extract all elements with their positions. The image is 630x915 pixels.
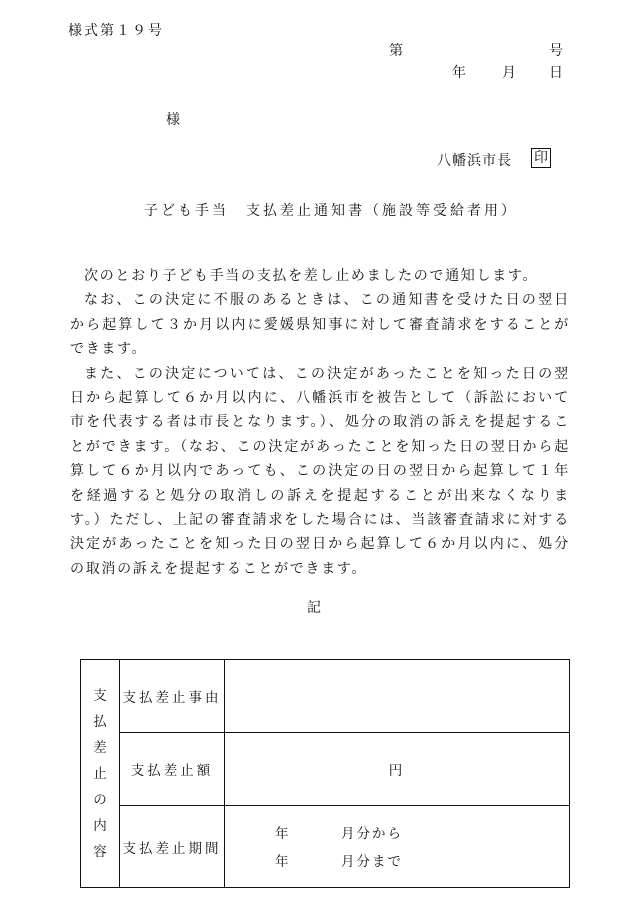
seal-stamp: 印 xyxy=(531,148,551,168)
addressee-honorific: 様 xyxy=(166,112,180,128)
section-label-char: 容 xyxy=(93,843,107,860)
section-label-char: の xyxy=(93,791,107,808)
date-year: 年 xyxy=(452,65,466,81)
amount-unit: 円 xyxy=(388,763,406,779)
period-to-month: 月分まで xyxy=(341,854,403,870)
document-number-prefix: 第 xyxy=(389,43,403,59)
period-from-month: 月分から xyxy=(341,826,403,842)
notice-body xyxy=(70,264,570,581)
ki-heading: 記 xyxy=(307,600,321,616)
section-label-char: 差 xyxy=(93,739,107,756)
amount-label: 支払差止額 xyxy=(120,733,225,806)
period-label: 支払差止期間 xyxy=(120,806,225,888)
date-month: 月 xyxy=(502,65,516,81)
period-to-year: 年 xyxy=(275,854,291,870)
document-number-suffix: 号 xyxy=(549,43,563,59)
suspension-details-table xyxy=(80,659,570,888)
section-label-char: 止 xyxy=(93,765,107,782)
section-label-char: 払 xyxy=(93,713,107,730)
issuer-name: 八幡浜市長 xyxy=(437,153,512,169)
amount-value xyxy=(225,733,570,806)
section-label-char: 支 xyxy=(93,687,107,704)
body-paragraph: なお、この決定に不服のあるときは、この通知書を受けた日の翌日から起算して３か月以内に愛媛県知事に対して審査請求をすることができます。 xyxy=(70,292,570,358)
document-title: 子ども手当 支払差止通知書（施設等受給者用） xyxy=(144,203,518,219)
period-value xyxy=(225,806,570,888)
form-number: 様式第１９号 xyxy=(68,23,164,39)
reason-label: 支払差止事由 xyxy=(120,660,225,733)
section-label-char: 内 xyxy=(93,817,107,834)
section-label-vertical xyxy=(93,683,107,865)
date-day: 日 xyxy=(549,65,563,81)
period-from-year: 年 xyxy=(275,826,291,842)
section-label-cell xyxy=(81,660,120,888)
body-paragraph: また、この決定については、この決定があったことを知った日の翌日から起算して６か月以内に、八幡浜市を被告として（訴訟において市を代表する者は市長となります。）、処分の取消の訴えを提起することができます。（なお、この決定があったことを知った日の翌日から起算して６か月以内であっても、この決定の日の翌日から起算して１年を経過すると処分の取消しの訴えを提起することが出来なくなります。）ただし、上記の審査請求をした場合には、当該審査請求に対する決定があったことを知った日の翌日から起算して６か月以内に、処分の取消の訴えを提起することができます。 xyxy=(70,365,570,577)
body-paragraph: 次のとおり子ども手当の支払を差し止めましたので通知します。 xyxy=(84,268,539,284)
reason-value xyxy=(225,660,570,733)
